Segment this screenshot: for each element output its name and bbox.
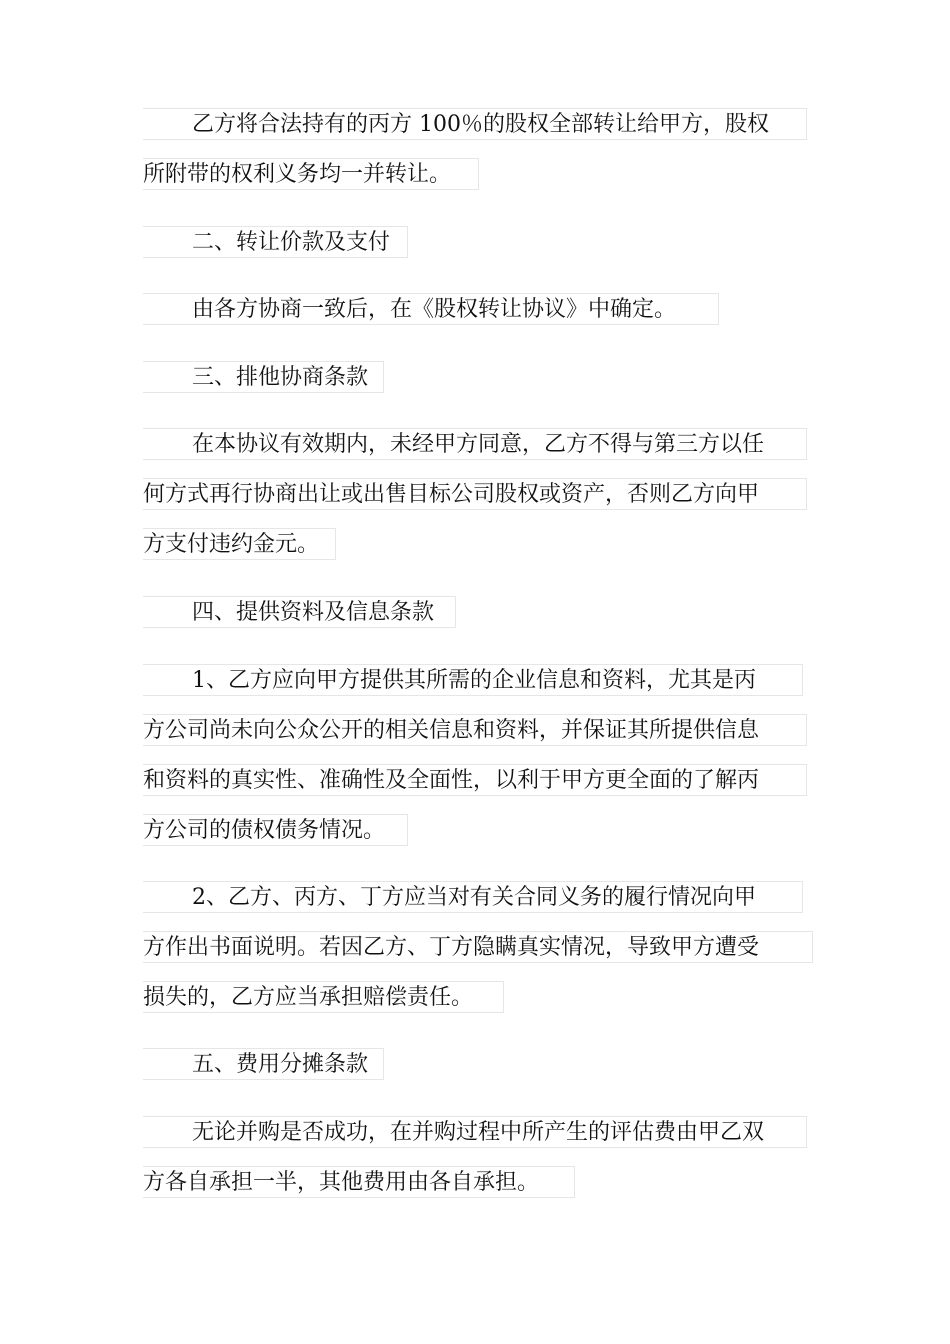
section-heading-2: 二、转让价款及支付 — [143, 226, 408, 258]
paragraph-3-line-2: 何方式再行协商出让或出售目标公司股权或资产，否则乙方向甲 — [143, 478, 807, 510]
paragraph-3-line-3: 方支付违约金元。 — [143, 528, 336, 560]
paragraph-4-line-2: 方公司尚未向公众公开的相关信息和资料，并保证其所提供信息 — [143, 714, 807, 746]
paragraph-4-line-1: 1、乙方应向甲方提供其所需的企业信息和资料，尤其是丙 — [143, 664, 803, 696]
section-heading-4: 四、提供资料及信息条款 — [143, 596, 456, 628]
paragraph-3-line-1: 在本协议有效期内，未经甲方同意，乙方不得与第三方以任 — [143, 428, 807, 460]
paragraph-6-line-1: 无论并购是否成功，在并购过程中所产生的评估费由甲乙双 — [143, 1116, 807, 1148]
section-heading-5: 五、费用分摊条款 — [143, 1048, 384, 1080]
paragraph-5-line-1: 2、乙方、丙方、丁方应当对有关合同义务的履行情况向甲 — [143, 881, 803, 913]
paragraph-2-line-1: 由各方协商一致后，在《股权转让协议》中确定。 — [143, 293, 719, 325]
paragraph-5-line-2: 方作出书面说明。若因乙方、丁方隐瞒真实情况，导致甲方遭受 — [143, 931, 813, 963]
paragraph-4-line-3: 和资料的真实性、准确性及全面性，以利于甲方更全面的了解丙 — [143, 764, 807, 796]
paragraph-5-line-3: 损失的，乙方应当承担赔偿责任。 — [143, 981, 504, 1013]
section-heading-3: 三、排他协商条款 — [143, 361, 384, 393]
paragraph-1-line-1: 乙方将合法持有的丙方 100％的股权全部转让给甲方，股权 — [143, 108, 807, 140]
paragraph-6-line-2: 方各自承担一半，其他费用由各自承担。 — [143, 1166, 575, 1198]
paragraph-1-line-2: 所附带的权利义务均一并转让。 — [143, 158, 479, 190]
paragraph-4-line-4: 方公司的债权债务情况。 — [143, 814, 408, 846]
